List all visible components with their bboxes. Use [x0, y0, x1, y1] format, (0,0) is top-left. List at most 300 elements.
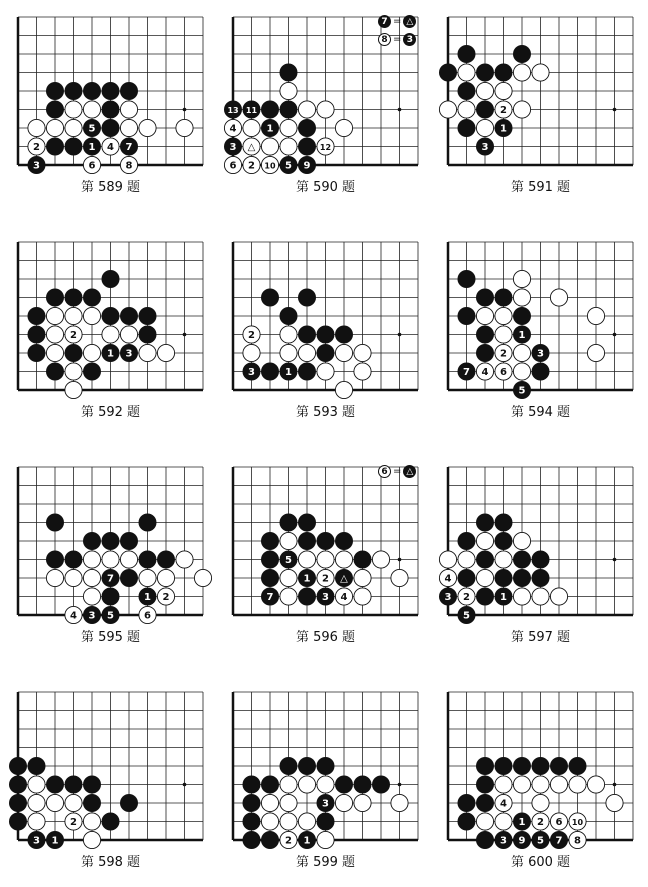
black-stone [46, 289, 64, 307]
black-stone [280, 514, 298, 532]
move-number: 10 [571, 818, 584, 828]
white-stone [46, 569, 63, 586]
black-stone [495, 514, 513, 532]
white-stone [83, 156, 100, 173]
black-stone [46, 101, 64, 119]
black-stone [102, 532, 120, 550]
black-stone [495, 757, 513, 775]
white-stone [587, 307, 604, 324]
black-stone [139, 307, 157, 325]
white-stone [194, 569, 211, 586]
black-stone [513, 381, 531, 399]
white-stone [476, 363, 493, 380]
black-stone [46, 776, 64, 794]
black-stone [261, 551, 279, 569]
move-number: 5 [88, 123, 96, 135]
black-stone [243, 363, 261, 381]
white-stone [495, 344, 512, 361]
move-number: 1 [303, 835, 311, 847]
black-stone [476, 326, 494, 344]
go-board [436, 680, 645, 852]
move-number: 4 [444, 573, 452, 585]
black-stone [354, 776, 372, 794]
black-stone [243, 776, 261, 794]
white-stone [224, 156, 241, 173]
white-stone [354, 588, 371, 605]
white-stone [280, 119, 297, 136]
white-stone [439, 101, 456, 118]
white-stone [335, 794, 352, 811]
white-stone [83, 831, 100, 848]
black-stone [458, 45, 476, 63]
black-stone [550, 757, 568, 775]
problem-caption: 第 595 题 [80, 630, 141, 645]
move-number: 6 [229, 160, 237, 172]
black-stone [495, 119, 513, 137]
black-stone [317, 757, 335, 775]
white-stone [495, 813, 512, 830]
white-stone [261, 813, 278, 830]
move-number: 2 [322, 573, 329, 585]
move-number: 2 [33, 142, 40, 154]
legend-move-stone: 6 [378, 465, 391, 478]
black-stone [102, 813, 120, 831]
white-stone [280, 813, 297, 830]
white-stone [120, 119, 137, 136]
black-stone [261, 101, 279, 119]
move-number: 5 [285, 555, 292, 567]
black-stone [120, 307, 138, 325]
black-stone [476, 514, 494, 532]
black-stone [120, 532, 138, 550]
black-stone [280, 64, 298, 82]
problem-caption: 第 599 题 [295, 855, 356, 870]
move-number: 7 [107, 573, 114, 585]
black-stone [9, 776, 27, 794]
go-board [436, 230, 645, 402]
white-stone [83, 569, 100, 586]
board-grid [448, 17, 633, 165]
white-stone [46, 794, 63, 811]
black-stone [83, 82, 101, 100]
black-stone [458, 569, 476, 587]
white-stone [46, 326, 63, 343]
black-stone [495, 289, 513, 307]
white-stone [65, 363, 82, 380]
white-stone [280, 532, 297, 549]
white-stone [28, 813, 45, 830]
black-stone [261, 363, 279, 381]
move-number: 7 [125, 142, 133, 154]
black-stone [28, 831, 46, 849]
black-stone [532, 363, 550, 381]
black-stone [46, 551, 64, 569]
go-board [6, 680, 215, 852]
move-legend [378, 15, 416, 28]
move-number: 1 [266, 123, 274, 135]
black-stone [532, 831, 550, 849]
black-stone [28, 156, 46, 174]
black-stone [83, 794, 101, 812]
move-number: 3 [537, 348, 544, 360]
white-stone [224, 119, 241, 136]
black-stone [298, 119, 316, 137]
black-stone [513, 569, 531, 587]
move-number: 2 [162, 592, 170, 604]
black-stone [83, 532, 101, 550]
move-number: 6 [88, 160, 96, 172]
white-stone [46, 307, 63, 324]
black-stone [65, 776, 83, 794]
white-stone [335, 119, 352, 136]
move-number: 2 [70, 817, 77, 829]
white-stone [317, 776, 334, 793]
black-stone [513, 551, 531, 569]
star-point [398, 108, 402, 112]
white-stone [476, 307, 493, 324]
black-stone [261, 289, 279, 307]
white-stone [458, 551, 475, 568]
white-stone [280, 831, 297, 848]
white-stone [261, 794, 278, 811]
move-number: 3 [322, 592, 329, 604]
move-number: 3 [88, 610, 96, 622]
black-stone [120, 82, 138, 100]
black-stone [28, 344, 46, 362]
black-stone [102, 307, 120, 325]
white-stone [569, 831, 586, 848]
black-stone [298, 831, 316, 849]
black-stone [65, 82, 83, 100]
black-stone [569, 757, 587, 775]
white-stone [476, 813, 493, 830]
black-stone [476, 831, 494, 849]
black-stone [243, 813, 261, 831]
move-number: 2 [537, 817, 544, 829]
white-stone [513, 776, 530, 793]
black-stone [513, 813, 531, 831]
black-stone [335, 532, 353, 550]
black-stone [513, 757, 531, 775]
black-stone [476, 757, 494, 775]
black-stone [298, 363, 316, 381]
black-stone [83, 606, 101, 624]
white-stone [120, 101, 137, 118]
black-stone [243, 831, 261, 849]
white-stone [532, 776, 549, 793]
move-number: 8 [574, 835, 581, 847]
white-stone [65, 606, 82, 623]
move-number: 1 [303, 573, 311, 585]
white-stone [532, 794, 549, 811]
move-number: 7 [555, 835, 563, 847]
white-stone [28, 794, 45, 811]
white-stone [280, 326, 297, 343]
black-stone [65, 138, 83, 156]
white-stone [261, 156, 278, 173]
legend-move-stone: 7 [378, 15, 391, 28]
star-point [183, 783, 187, 787]
white-stone [280, 344, 297, 361]
white-stone [495, 326, 512, 343]
white-stone [532, 64, 549, 81]
black-stone [354, 551, 372, 569]
white-stone [46, 119, 63, 136]
black-stone [298, 569, 316, 587]
problem-caption: 第 593 题 [295, 405, 356, 420]
black-stone [261, 776, 279, 794]
go-board [6, 230, 215, 402]
white-stone [513, 363, 530, 380]
white-stone [243, 119, 260, 136]
black-stone [46, 514, 64, 532]
white-stone [550, 289, 567, 306]
white-stone [317, 101, 334, 118]
white-stone [83, 551, 100, 568]
black-stone [317, 326, 335, 344]
white-stone [102, 326, 119, 343]
move-number: 9 [518, 835, 526, 847]
black-stone [261, 569, 279, 587]
white-stone [335, 551, 352, 568]
legend-target-stone: △ [403, 465, 416, 478]
black-stone [513, 831, 531, 849]
black-stone [139, 514, 157, 532]
move-number: 5 [107, 610, 114, 622]
problem-caption: 第 594 题 [510, 405, 571, 420]
black-stone [46, 82, 64, 100]
go-board [6, 5, 215, 177]
move-legend [378, 465, 416, 478]
black-stone [102, 344, 120, 362]
black-stone [513, 326, 531, 344]
black-stone [46, 138, 64, 156]
black-stone [495, 532, 513, 550]
white-stone [157, 569, 174, 586]
black-stone [458, 794, 476, 812]
move-number: 1 [88, 142, 96, 154]
white-stone [157, 344, 174, 361]
white-stone [28, 119, 45, 136]
white-stone [495, 307, 512, 324]
white-stone [298, 101, 315, 118]
black-stone [317, 532, 335, 550]
move-number: 4 [340, 592, 348, 604]
move-number: 2 [248, 330, 255, 342]
white-stone [317, 551, 334, 568]
black-stone [298, 757, 316, 775]
black-stone [28, 757, 46, 775]
black-stone [298, 588, 316, 606]
move-number: 2 [285, 835, 292, 847]
black-stone [261, 588, 279, 606]
move-number: 4 [229, 123, 237, 135]
legend-target-stone: 3 [403, 33, 416, 46]
black-stone [335, 569, 353, 587]
white-stone [335, 381, 352, 398]
white-stone [439, 551, 456, 568]
black-stone [476, 64, 494, 82]
white-stone [458, 64, 475, 81]
black-stone [476, 344, 494, 362]
black-stone [65, 551, 83, 569]
go-board [436, 455, 645, 627]
problem-caption: 第 597 题 [510, 630, 571, 645]
move-number: 3 [33, 835, 40, 847]
white-stone [569, 776, 586, 793]
move-number: 2 [463, 592, 470, 604]
white-stone [569, 813, 586, 830]
white-stone [298, 344, 315, 361]
move-number: 3 [500, 835, 507, 847]
white-stone [28, 138, 45, 155]
go-board [221, 5, 430, 177]
black-stone [261, 119, 279, 137]
white-stone [513, 344, 530, 361]
white-stone [495, 551, 512, 568]
black-stone [513, 307, 531, 325]
white-stone [65, 794, 82, 811]
black-stone [458, 270, 476, 288]
black-stone [458, 532, 476, 550]
move-number: 1 [500, 592, 507, 604]
white-stone [587, 344, 604, 361]
black-stone [102, 606, 120, 624]
move-number: 1 [518, 330, 526, 342]
white-stone [391, 569, 408, 586]
star-point [398, 333, 402, 337]
move-number: 6 [500, 367, 507, 379]
black-stone [298, 138, 316, 156]
black-stone [532, 757, 550, 775]
legend-equals: = [393, 16, 402, 27]
black-stone [120, 344, 138, 362]
white-stone [65, 813, 82, 830]
white-stone [476, 569, 493, 586]
white-stone [243, 138, 260, 155]
black-stone [139, 551, 157, 569]
star-point [398, 783, 402, 787]
white-stone [83, 813, 100, 830]
legend-target-stone: △ [403, 15, 416, 28]
move-number: 10 [264, 161, 276, 171]
move-number: 3 [444, 592, 452, 604]
black-stone [458, 307, 476, 325]
black-stone [298, 289, 316, 307]
white-stone [550, 813, 567, 830]
problem-caption: 第 592 题 [80, 405, 141, 420]
go-board [436, 5, 645, 177]
white-stone [120, 156, 137, 173]
move-number: 2 [500, 105, 507, 117]
go-board [221, 680, 430, 852]
white-stone [476, 532, 493, 549]
black-stone [298, 514, 316, 532]
move-number: 1 [144, 592, 151, 604]
black-stone [298, 532, 316, 550]
move-number: 1 [51, 835, 59, 847]
move-number: 11 [245, 106, 258, 116]
move-legend [378, 33, 416, 46]
white-stone [317, 569, 334, 586]
white-stone [532, 813, 549, 830]
move-number: 6 [144, 610, 151, 622]
black-stone [495, 588, 513, 606]
white-stone [458, 101, 475, 118]
black-stone [120, 794, 138, 812]
white-stone [83, 101, 100, 118]
black-stone [9, 794, 27, 812]
white-stone [439, 569, 456, 586]
move-number: 1 [107, 348, 114, 360]
move-number: 2 [70, 330, 77, 342]
white-stone [65, 569, 82, 586]
move-number: 7 [463, 367, 470, 379]
black-stone [120, 569, 138, 587]
black-stone [280, 363, 298, 381]
black-stone [476, 551, 494, 569]
white-stone [298, 813, 315, 830]
black-stone [458, 119, 476, 137]
black-stone [280, 101, 298, 119]
white-stone [120, 326, 137, 343]
go-board [221, 230, 430, 402]
white-stone [298, 551, 315, 568]
star-point [613, 558, 617, 562]
black-stone [120, 138, 138, 156]
white-stone [280, 794, 297, 811]
white-stone [476, 119, 493, 136]
star-point [613, 108, 617, 112]
black-stone [261, 831, 279, 849]
problem-caption: 第 596 题 [295, 630, 356, 645]
triangle-mark: △ [247, 142, 256, 153]
white-stone [65, 307, 82, 324]
white-stone [83, 307, 100, 324]
problem-caption: 第 598 题 [80, 855, 141, 870]
white-stone [513, 588, 530, 605]
white-stone [513, 532, 530, 549]
black-stone [102, 82, 120, 100]
black-stone [280, 307, 298, 325]
black-stone [280, 156, 298, 174]
move-number: 3 [248, 367, 255, 379]
white-stone [83, 588, 100, 605]
black-stone [243, 794, 261, 812]
white-stone [261, 138, 278, 155]
white-stone [46, 344, 63, 361]
black-stone [335, 326, 353, 344]
black-stone [495, 831, 513, 849]
star-point [183, 108, 187, 112]
white-stone [532, 588, 549, 605]
white-stone [335, 344, 352, 361]
move-number: 12 [319, 143, 332, 153]
black-stone [28, 307, 46, 325]
black-stone [9, 813, 27, 831]
black-stone [102, 101, 120, 119]
white-stone [280, 588, 297, 605]
white-stone [495, 776, 512, 793]
black-stone [139, 588, 157, 606]
white-stone [102, 138, 119, 155]
move-number: 5 [463, 610, 470, 622]
white-stone [391, 794, 408, 811]
white-stone [513, 270, 530, 287]
white-stone [476, 82, 493, 99]
black-stone [280, 757, 298, 775]
black-stone [458, 813, 476, 831]
